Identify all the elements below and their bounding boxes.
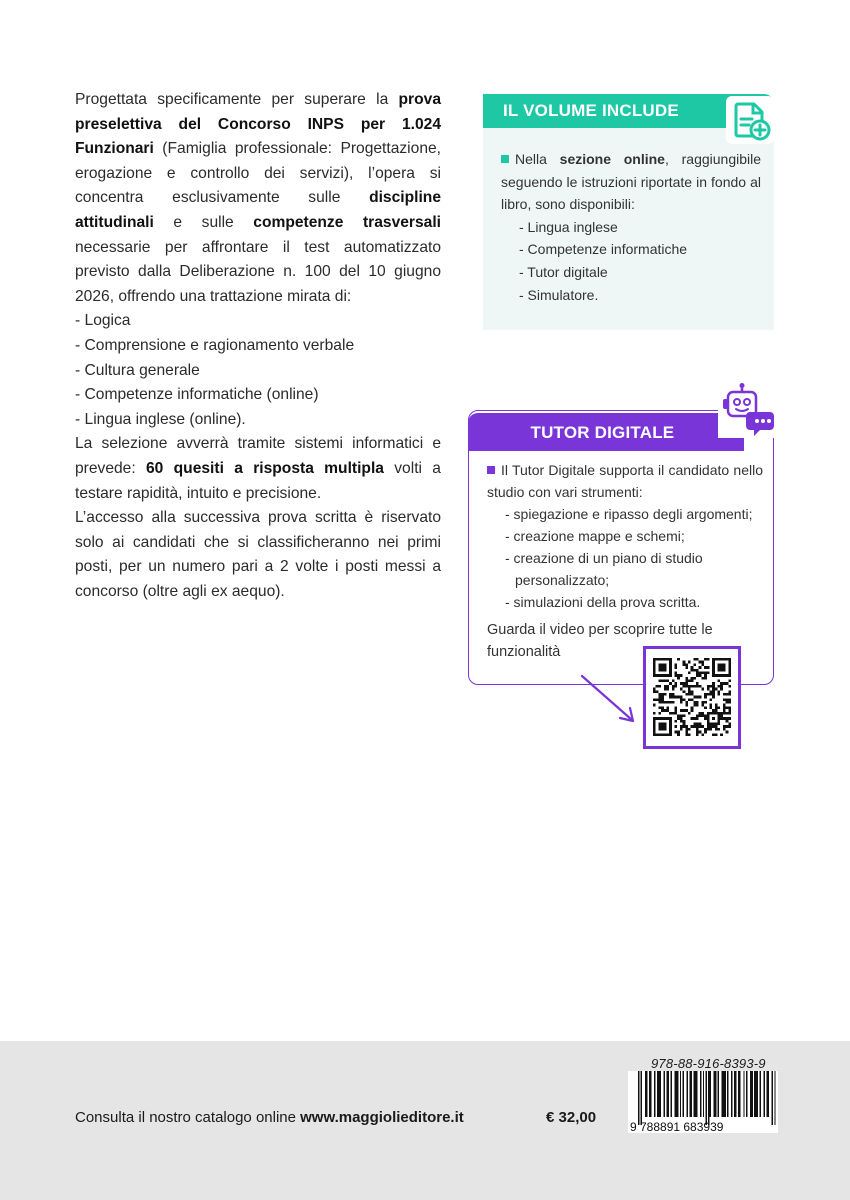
list-item: - Competenze informatiche (online): [75, 386, 319, 404]
square-bullet-icon: [501, 155, 509, 163]
topic-list: [75, 309, 441, 432]
text-run: volti a testare rapidità, intuito e precisione.: [75, 459, 441, 502]
robot-chat-icon: [718, 382, 778, 438]
list-item: - Tutor digitale: [519, 263, 608, 280]
catalog-text: Consulta il nostro catalogo online: [75, 1109, 301, 1126]
book-description: [75, 88, 441, 604]
bold-phrase: discipline attitudinali: [75, 189, 441, 231]
description-intro: [75, 88, 441, 309]
volume-include-list: [501, 216, 761, 306]
list-item: - Competenze informatiche: [519, 241, 688, 258]
list-item: - Logica: [75, 312, 131, 330]
list-item: - Simulatore.: [519, 286, 599, 303]
isbn: 978-88-916-8393-9: [651, 1056, 766, 1071]
description-selection: [75, 432, 441, 506]
text-run: (Famiglia professionale: Progettazione, erogazione e controllo dei servizi), l’opera si concentra esclusivamente sulle: [75, 140, 441, 207]
volume-include-body: [483, 128, 774, 330]
text-run: Nella: [515, 151, 560, 167]
list-item: - creazione mappe e schemi;: [505, 528, 685, 544]
square-bullet-icon: [487, 466, 495, 474]
list-item: - Comprensione e ragionamento verbale: [75, 336, 355, 354]
description-access: L’accesso alla successiva prova scritta è riservato solo ai candidati che si classificheranno nei primi posti, per un numero pari a 2 volte i posti messi a concorso (oltre agli ex aequo).: [75, 509, 441, 600]
catalog-line: [75, 1109, 464, 1126]
barcode: [628, 1071, 778, 1133]
barcode-icon: [628, 1071, 778, 1133]
bold-phrase: competenze trasversali: [253, 213, 441, 231]
arrow-to-qr-icon: [578, 672, 638, 726]
tutor-digitale-header: [468, 413, 744, 451]
list-item: - Lingua inglese: [519, 218, 618, 235]
volume-include-intro: [501, 148, 761, 216]
tutor-features-list: [487, 503, 763, 613]
document-plus-icon: [722, 92, 778, 148]
list-item: - simulazioni della prova scritta.: [505, 594, 701, 610]
barcode-digits: 9 788891 683939: [630, 1120, 724, 1133]
tutor-digitale-box: [468, 410, 774, 685]
catalog-url[interactable]: www.maggiolieditore.it: [300, 1109, 464, 1126]
qr-code-frame[interactable]: [643, 646, 741, 749]
list-item: - creazione di un piano di studio personalizzato;: [505, 550, 703, 588]
price: € 32,00: [546, 1109, 597, 1126]
footer-bar: [0, 1041, 850, 1200]
text-run: , raggiungibile seguendo le istruzioni riportate in fondo al libro, sono disponibili:: [501, 151, 762, 213]
tutor-video-cta: Guarda il video per scoprire tutte le funzionalità: [487, 622, 713, 660]
text-run: e sulle: [153, 213, 254, 231]
qr-code-icon[interactable]: [653, 658, 731, 736]
text-run: necessarie per affrontare il test automatizzato previsto dalla Deliberazione n. 100 del 10 giugno 2026, offrendo una trattazione mirata di:: [75, 238, 441, 305]
list-item: - spiegazione e ripasso degli argomenti;: [505, 506, 753, 522]
list-item: - Lingua inglese (online).: [75, 410, 246, 428]
tutor-digitale-title: TUTOR DIGITALE: [530, 423, 675, 442]
text-run: La selezione avverrà tramite sistemi informatici e prevede:: [75, 435, 441, 477]
bold-phrase: 60 quesiti a risposta multipla: [146, 459, 384, 477]
list-item: - Cultura generale: [75, 361, 200, 379]
volume-include-box: [483, 94, 774, 330]
bold-phrase: prova preselettiva del Concorso INPS per 1.024 Funzionari: [75, 91, 441, 158]
volume-include-title: IL VOLUME INCLUDE: [503, 101, 679, 120]
bold-phrase: sezione online: [559, 151, 665, 167]
text-run: Progettata specificamente per superare la: [75, 91, 399, 108]
tutor-intro: Il Tutor Digitale supporta il candidato nello studio con vari strumenti:: [487, 462, 763, 500]
